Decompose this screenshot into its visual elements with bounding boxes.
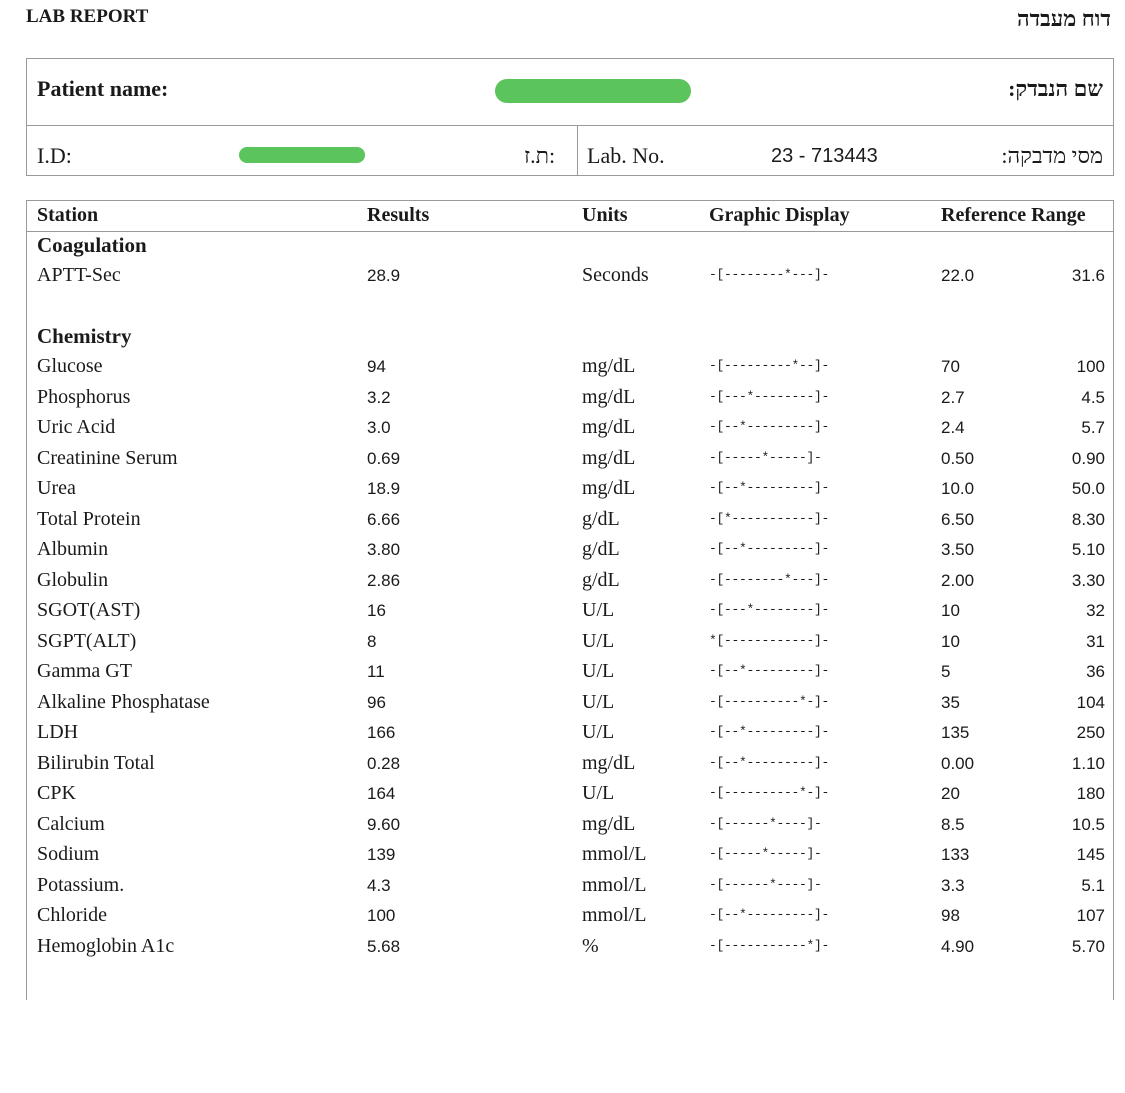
graphic-display: -[--*---------]- [709, 724, 830, 739]
unit-label: U/L [582, 690, 615, 713]
lab-number-value: 23 - 713443 [771, 145, 878, 167]
table-row [27, 782, 1113, 812]
result-value: 164 [367, 784, 396, 803]
reference-low: 22.0 [941, 266, 975, 285]
unit-label: U/L [582, 721, 615, 743]
header-results: Results [367, 204, 430, 226]
reference-low: 98 [941, 906, 960, 925]
table-row [27, 874, 1113, 904]
reference-high: 180 [1076, 784, 1105, 803]
results-table [26, 200, 1114, 1000]
table-row [27, 691, 1113, 721]
unit-label: g/dL [582, 507, 620, 530]
unit-label: mg/dL [582, 355, 636, 377]
reference-high: 32 [1086, 601, 1105, 620]
lab-number-label: Lab. No. [587, 143, 665, 168]
patient-name-row [27, 59, 1113, 126]
id-label: I.D: [37, 143, 72, 168]
lab-number-label-hebrew: מסי מדבקה: [1001, 143, 1103, 168]
reference-low: 20 [941, 784, 960, 803]
reference-high: 5.7 [1081, 418, 1105, 437]
result-value: 28.9 [367, 266, 401, 285]
test-name: Calcium [37, 812, 105, 835]
unit-label: mg/dL [582, 385, 636, 408]
unit-label: mg/dL [582, 812, 636, 835]
graphic-display: -[----------*-]- [709, 785, 830, 800]
table-row [27, 477, 1113, 507]
result-value: 4.3 [367, 875, 391, 895]
table-row [27, 508, 1113, 538]
test-name: Total Protein [37, 507, 141, 530]
table-row [27, 721, 1113, 751]
result-value: 100 [367, 906, 396, 925]
result-value: 5.68 [367, 936, 401, 956]
result-value: 18.9 [367, 479, 401, 498]
reference-low: 3.3 [941, 875, 965, 895]
cell-divider [577, 125, 578, 175]
test-name: Glucose [37, 355, 103, 377]
result-value: 0.28 [367, 753, 401, 773]
graphic-display: -[-----------*]- [709, 937, 830, 953]
reference-low: 70 [941, 357, 960, 376]
patient-name-label: Patient name: [37, 76, 169, 101]
unit-label: Seconds [582, 264, 649, 286]
graphic-display: -[---*--------]- [709, 602, 830, 617]
test-name: LDH [37, 721, 79, 743]
graphic-display: -[--*---------]- [709, 907, 830, 922]
graphic-display: -[--*---------]- [709, 663, 830, 678]
result-value: 2.86 [367, 570, 401, 590]
test-name: Gamma GT [37, 660, 132, 682]
result-value: 139 [367, 845, 396, 864]
reference-high: 8.30 [1071, 509, 1105, 529]
redacted-patient-name [495, 79, 691, 103]
report-title-hebrew: דוח מעבדה [1016, 6, 1111, 31]
reference-low: 10 [941, 601, 960, 620]
graphic-display: -[-----*-----]- [709, 449, 822, 465]
reference-high: 145 [1076, 845, 1105, 864]
reference-low: 35 [941, 692, 960, 712]
table-header [27, 201, 1113, 232]
result-value: 166 [367, 723, 396, 742]
reference-low: 10 [941, 631, 960, 651]
result-value: 16 [367, 601, 386, 620]
patient-name-label-hebrew: שם הנבדק: [1008, 76, 1103, 101]
graphic-display: -[--*---------]- [709, 541, 830, 556]
redacted-id-number [239, 147, 365, 163]
table-row [27, 355, 1113, 385]
table-row [27, 843, 1113, 873]
patient-info-box [26, 58, 1114, 176]
unit-label: mg/dL [582, 751, 636, 774]
reference-high: 5.1 [1081, 875, 1105, 895]
reference-low: 135 [941, 723, 970, 742]
table-row [27, 569, 1113, 599]
result-value: 3.80 [367, 540, 401, 559]
reference-high: 104 [1076, 692, 1105, 712]
result-value: 96 [367, 692, 386, 712]
reference-low: 0.00 [941, 753, 975, 773]
table-row [27, 447, 1113, 477]
reference-high: 107 [1076, 906, 1105, 925]
reference-high: 10.5 [1071, 814, 1105, 834]
graphic-display: *[------------]- [709, 632, 830, 648]
graphic-display: -[--*---------]- [709, 480, 830, 495]
test-name: Sodium [37, 843, 100, 865]
reference-low: 2.7 [941, 387, 965, 407]
unit-label: mmol/L [582, 904, 647, 926]
reference-high: 5.10 [1071, 540, 1105, 559]
table-row [27, 660, 1113, 690]
graphic-display: -[---*--------]- [709, 388, 830, 404]
unit-label: U/L [582, 629, 615, 652]
patient-id-row [27, 125, 1113, 175]
reference-low: 0.50 [941, 448, 975, 468]
result-value: 6.66 [367, 509, 401, 529]
test-name: SGOT(AST) [37, 599, 141, 621]
header-station: Station [37, 204, 99, 226]
reference-low: 133 [941, 845, 970, 864]
header-units: Units [582, 204, 628, 226]
result-value: 9.60 [367, 814, 401, 834]
reference-high: 250 [1076, 723, 1105, 742]
reference-high: 100 [1076, 357, 1105, 376]
reference-high: 5.70 [1071, 936, 1105, 956]
graphic-display: -[--------*---]- [709, 571, 830, 587]
graphic-display: -[---------*--]- [709, 358, 830, 373]
reference-high: 50.0 [1071, 479, 1105, 498]
unit-label: mmol/L [582, 873, 647, 896]
table-row [27, 904, 1113, 934]
test-name: Creatinine Serum [37, 446, 178, 469]
test-name: APTT-Sec [37, 264, 121, 286]
test-name: SGPT(ALT) [37, 629, 137, 652]
unit-label: g/dL [582, 568, 620, 591]
graphic-display: -[----------*-]- [709, 693, 830, 709]
reference-high: 0.90 [1071, 448, 1105, 468]
graphic-display: -[--------*---]- [709, 267, 830, 282]
graphic-display: -[--*---------]- [709, 419, 830, 434]
reference-low: 6.50 [941, 509, 975, 529]
test-name: Potassium. [37, 873, 125, 896]
unit-label: mg/dL [582, 446, 636, 469]
reference-high: 31 [1086, 631, 1105, 651]
reference-low: 3.50 [941, 540, 975, 559]
graphic-display: -[*-----------]- [709, 510, 830, 526]
section-title: Coagulation [37, 233, 147, 257]
reference-high: 36 [1086, 662, 1105, 681]
table-row [27, 630, 1113, 660]
unit-label: U/L [582, 782, 615, 804]
unit-label: g/dL [582, 538, 620, 560]
reference-low: 5 [941, 662, 951, 681]
header-graphic-display: Graphic Display [709, 204, 850, 226]
test-name: Urea [37, 477, 76, 499]
id-label-hebrew: :ת.ז [524, 143, 556, 168]
graphic-display: -[------*----]- [709, 815, 822, 831]
graphic-display: -[--*---------]- [709, 754, 830, 770]
reference-high: 4.5 [1081, 387, 1105, 407]
unit-label: mmol/L [582, 843, 647, 865]
reference-low: 2.4 [941, 418, 965, 437]
result-value: 8 [367, 631, 377, 651]
reference-low: 10.0 [941, 479, 975, 498]
test-name: CPK [37, 782, 76, 804]
table-row [27, 416, 1113, 446]
table-row [27, 538, 1113, 568]
test-name: Uric Acid [37, 416, 116, 438]
reference-low: 8.5 [941, 814, 965, 834]
test-name: Globulin [37, 568, 109, 591]
graphic-display: -[-----*-----]- [709, 846, 822, 861]
result-value: 0.69 [367, 448, 401, 468]
reference-high: 1.10 [1071, 753, 1105, 773]
result-value: 3.0 [367, 418, 391, 437]
unit-label: mg/dL [582, 416, 636, 438]
unit-label: % [582, 934, 599, 957]
test-name: Hemoglobin A1c [37, 934, 175, 957]
test-name: Phosphorus [37, 385, 131, 408]
section-title: Chemistry [37, 324, 132, 348]
unit-label: U/L [582, 599, 615, 621]
header-reference-range: Reference Range [941, 204, 1086, 226]
test-name: Alkaline Phosphatase [37, 690, 210, 713]
table-row [27, 386, 1113, 416]
reference-high: 31.6 [1071, 266, 1105, 285]
reference-low: 4.90 [941, 936, 975, 956]
unit-label: mg/dL [582, 477, 636, 499]
test-name: Bilirubin Total [37, 751, 155, 774]
reference-high: 3.30 [1071, 570, 1105, 590]
test-name: Chloride [37, 904, 107, 926]
test-name: Albumin [37, 538, 109, 560]
reference-low: 2.00 [941, 570, 975, 590]
table-row [27, 813, 1113, 843]
result-value: 3.2 [367, 387, 391, 407]
result-value: 94 [367, 357, 386, 376]
table-row [27, 935, 1113, 965]
table-row [27, 752, 1113, 782]
unit-label: U/L [582, 660, 615, 682]
table-row [27, 264, 1113, 294]
graphic-display: -[------*----]- [709, 876, 822, 892]
table-row [27, 599, 1113, 629]
report-title: LAB REPORT [26, 6, 149, 27]
result-value: 11 [367, 662, 385, 681]
